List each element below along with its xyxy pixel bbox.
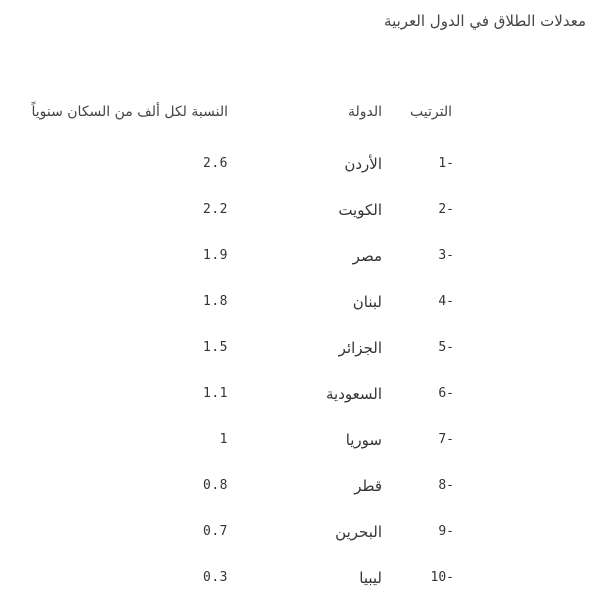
row-rank: -1 bbox=[438, 156, 454, 171]
table-row bbox=[0, 152, 600, 198]
row-country: ليبيا bbox=[359, 569, 382, 587]
row-rank: -2 bbox=[438, 202, 454, 217]
row-country: مصر bbox=[352, 247, 382, 265]
row-country: لبنان bbox=[352, 293, 382, 311]
row-rate: 1.1 bbox=[203, 386, 228, 401]
header-country: الدولة bbox=[347, 104, 382, 120]
row-rate: 1 bbox=[219, 432, 228, 447]
table-row bbox=[0, 382, 600, 428]
table-row bbox=[0, 198, 600, 244]
row-rate: 2.6 bbox=[203, 156, 228, 171]
table-row bbox=[0, 244, 600, 290]
header-rate: النسبة لكل ألف من السكان سنوياً bbox=[31, 104, 228, 120]
table-row bbox=[0, 336, 600, 382]
row-rank: -10 bbox=[430, 570, 454, 585]
table-row bbox=[0, 290, 600, 336]
row-rate: 1.5 bbox=[203, 340, 228, 355]
row-rate: 1.9 bbox=[203, 248, 228, 263]
row-rate: 0.7 bbox=[203, 524, 228, 539]
row-country: الجزائر bbox=[338, 339, 382, 357]
row-rate: 0.3 bbox=[203, 570, 228, 585]
row-rank: -8 bbox=[438, 478, 454, 493]
row-rate: 1.8 bbox=[203, 294, 228, 309]
row-rank: -4 bbox=[438, 294, 454, 309]
row-country: سوريا bbox=[345, 431, 382, 449]
row-country: الكويت bbox=[338, 201, 382, 219]
table-row bbox=[0, 474, 600, 520]
row-rate: 2.2 bbox=[203, 202, 228, 217]
table-header-row bbox=[0, 100, 600, 152]
divorce-rates-table bbox=[0, 100, 600, 612]
table-row bbox=[0, 520, 600, 566]
row-rank: -6 bbox=[438, 386, 454, 401]
page-title: معدلات الطلاق في الدول العربية bbox=[384, 12, 586, 30]
table-row bbox=[0, 428, 600, 474]
row-country: البحرين bbox=[335, 523, 382, 541]
header-rank: الترتيب bbox=[410, 104, 452, 120]
row-rank: -7 bbox=[438, 432, 454, 447]
row-rank: -5 bbox=[438, 340, 454, 355]
row-country: الأردن bbox=[344, 155, 382, 173]
row-country: قطر bbox=[354, 477, 382, 495]
row-country: السعودية bbox=[325, 385, 382, 403]
row-rank: -9 bbox=[438, 524, 454, 539]
table-row bbox=[0, 566, 600, 612]
row-rank: -3 bbox=[438, 248, 454, 263]
row-rate: 0.8 bbox=[203, 478, 228, 493]
